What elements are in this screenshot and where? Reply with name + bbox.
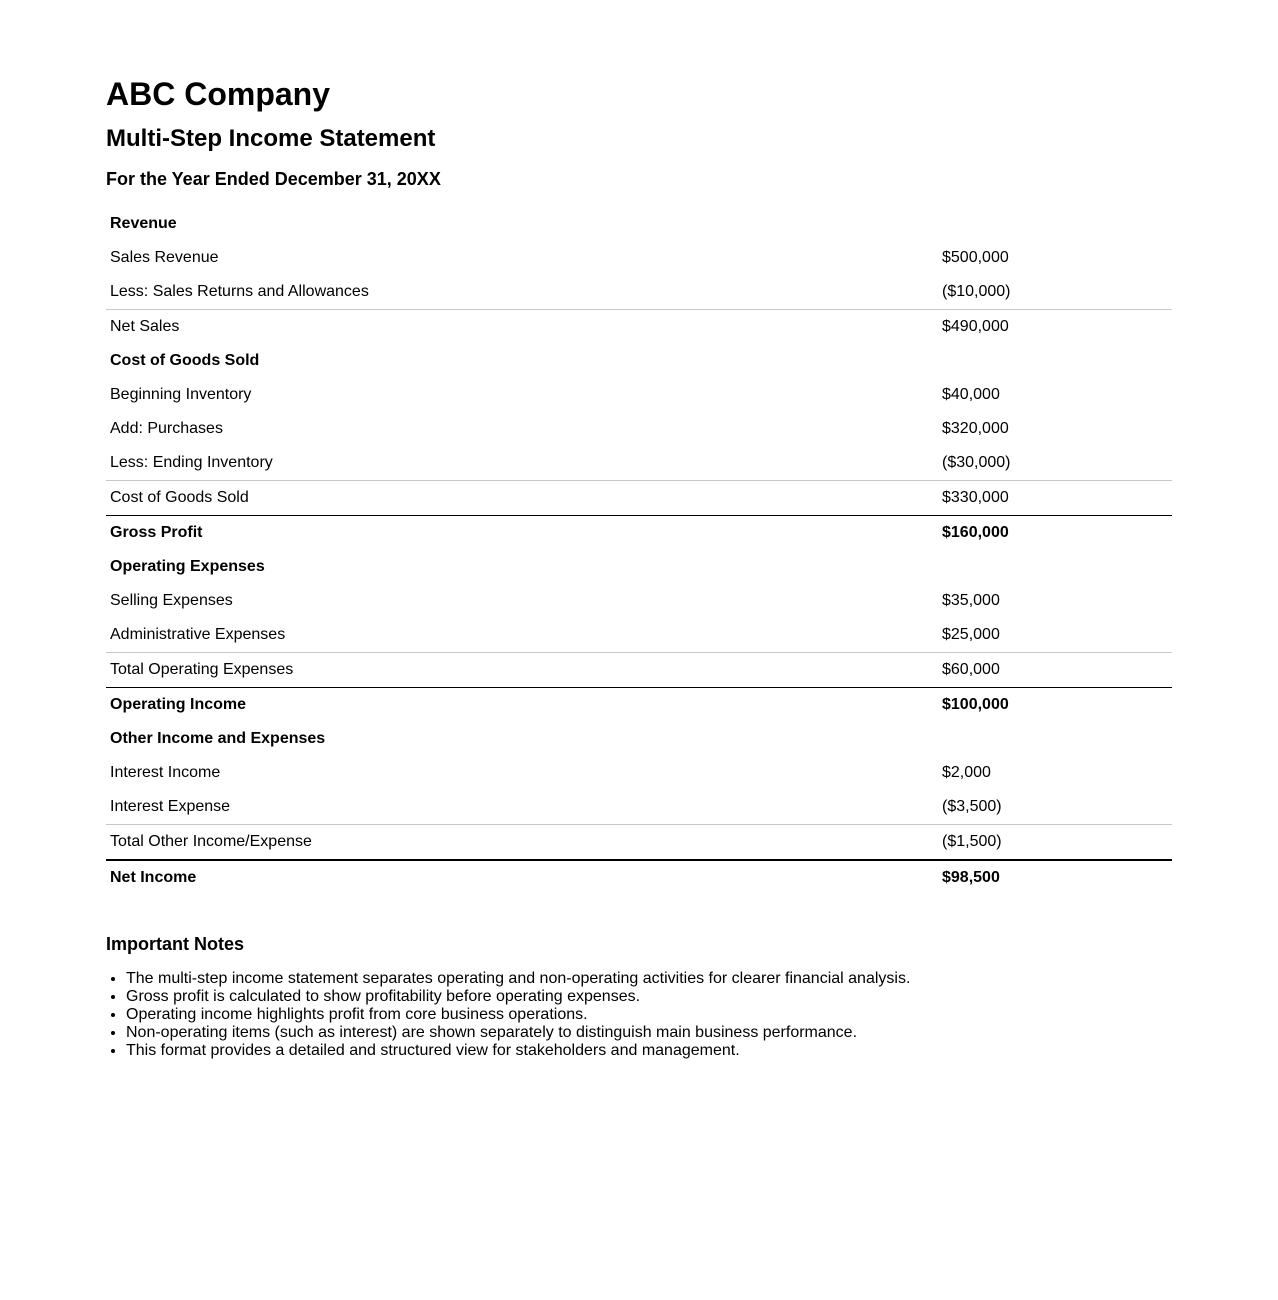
row-amount: $60,000 <box>938 653 1172 688</box>
row-amount: $98,500 <box>938 860 1172 895</box>
row-amount: $500,000 <box>942 249 1009 266</box>
row-label: Net Sales <box>106 310 938 345</box>
company-name: ABC Company <box>106 76 331 112</box>
row-label: Operating Income <box>106 688 938 723</box>
row-amount: $320,000 <box>942 420 1009 437</box>
note-item: • This format provides a detailed and structured view for stakeholders and management. <box>126 1042 1172 1060</box>
row-amount <box>938 207 1172 241</box>
statement-period: For the Year Ended December 31, 20XX <box>106 169 441 189</box>
row-label: Cost of Goods Sold <box>106 481 938 516</box>
row-amount: ($30,000) <box>942 454 1011 471</box>
row-label: Interest Income <box>110 764 221 781</box>
row-amount <box>938 722 1172 756</box>
line-item-row <box>106 653 1172 688</box>
row-amount: $160,000 <box>938 516 1172 551</box>
total-row <box>106 860 1172 895</box>
line-item-row <box>106 790 1172 825</box>
income-statement-body <box>106 207 1172 895</box>
row-amount: ($10,000) <box>942 283 1011 300</box>
section-header-row <box>106 550 1172 584</box>
row-label: Add: Purchases <box>110 420 223 437</box>
row-label: Net Income <box>106 860 938 895</box>
row-label: Interest Expense <box>110 798 231 815</box>
row-amount: $40,000 <box>942 386 1000 403</box>
notes-list <box>106 970 1172 1060</box>
note-item: • Gross profit is calculated to show profitability before operating expenses. <box>126 988 1172 1006</box>
row-amount: $25,000 <box>942 626 1000 643</box>
row-amount: ($3,500) <box>942 798 1002 815</box>
row-label: Gross Profit <box>106 516 938 551</box>
line-item-row <box>106 825 1172 861</box>
row-label: Selling Expenses <box>110 592 233 609</box>
row-amount: $2,000 <box>942 764 991 781</box>
row-amount: $100,000 <box>938 688 1172 723</box>
row-label: Cost of Goods Sold <box>110 352 260 369</box>
notes-title: Important Notes <box>106 934 245 954</box>
line-item-row <box>106 584 1172 618</box>
line-item-row <box>106 446 1172 481</box>
line-item-row <box>106 378 1172 412</box>
row-amount: $35,000 <box>942 592 1000 609</box>
row-label: Total Other Income/Expense <box>106 825 938 861</box>
row-label: Beginning Inventory <box>110 386 252 403</box>
row-amount <box>938 550 1172 584</box>
line-item-row <box>106 481 1172 516</box>
row-label: Other Income and Expenses <box>110 730 326 747</box>
row-amount: $490,000 <box>938 310 1172 345</box>
line-item-row <box>106 275 1172 310</box>
total-row <box>106 516 1172 551</box>
row-label: Less: Ending Inventory <box>110 454 273 471</box>
line-item-row <box>106 310 1172 345</box>
note-item: • The multi-step income statement separates operating and non-operating activities for clearer financial analysis. <box>126 970 1172 988</box>
row-amount: $330,000 <box>938 481 1172 516</box>
row-label: Operating Expenses <box>110 558 265 575</box>
line-item-row <box>106 618 1172 653</box>
row-label: Revenue <box>110 215 177 232</box>
total-row <box>106 688 1172 723</box>
row-label: Sales Revenue <box>110 249 219 266</box>
section-header-row <box>106 207 1172 241</box>
note-item: • Operating income highlights profit from core business operations. <box>126 1006 1172 1024</box>
statement-title: Multi-Step Income Statement <box>106 125 436 152</box>
row-label: Less: Sales Returns and Allowances <box>110 283 369 300</box>
line-item-row <box>106 756 1172 790</box>
line-item-row <box>106 241 1172 275</box>
row-label: Administrative Expenses <box>110 626 286 643</box>
section-header-row <box>106 344 1172 378</box>
income-statement-table <box>106 207 1172 895</box>
line-item-row <box>106 412 1172 446</box>
row-label: Total Operating Expenses <box>106 653 938 688</box>
row-amount: ($1,500) <box>938 825 1172 861</box>
note-item: • Non-operating items (such as interest) are shown separately to distinguish main business performance. <box>126 1024 1172 1042</box>
section-header-row <box>106 722 1172 756</box>
row-amount <box>938 344 1172 378</box>
